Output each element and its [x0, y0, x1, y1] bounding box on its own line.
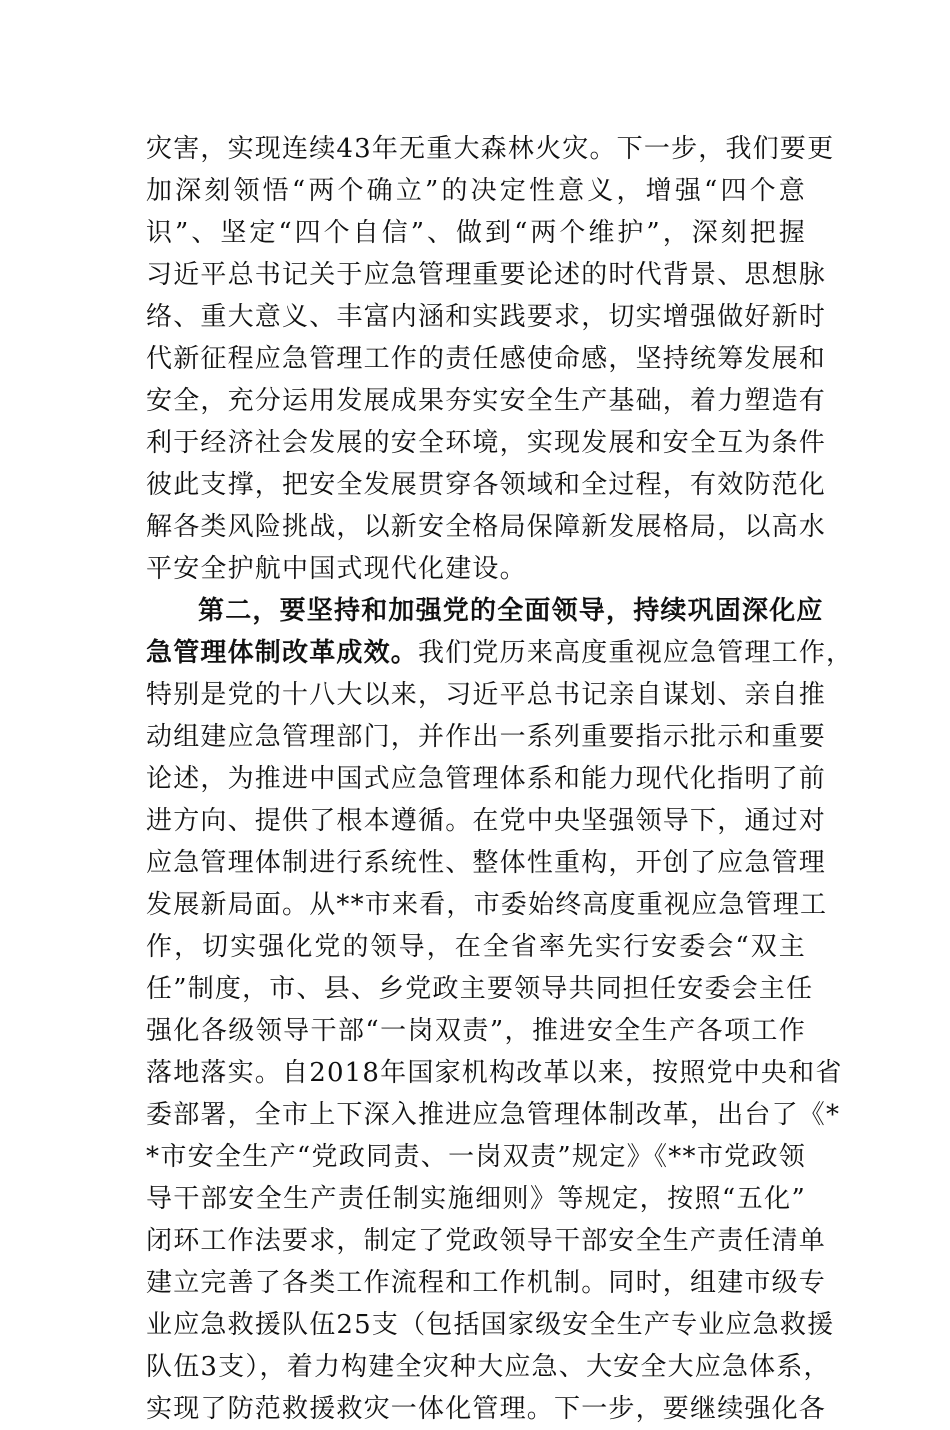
paragraph-line: 应急管理体制进行系统性、整体性重构，开创了应急管理 — [146, 848, 827, 878]
paragraph-2 — [146, 590, 854, 1430]
paragraph-line: 建立完善了各类工作流程和工作机制。同时，组建市级专 — [146, 1268, 827, 1298]
paragraph-line: 作，切实强化党的领导，在全省率先实行安委会“双主 — [146, 932, 806, 962]
paragraph-line: 发展新局面。从**市来看，市委始终高度重视应急管理工 — [146, 890, 828, 920]
paragraph-line: 任”制度，市、县、乡党政主要领导共同担任安委会主任 — [146, 974, 814, 1004]
paragraph-line: 习近平总书记关于应急管理重要论述的时代背景、思想脉 — [146, 260, 827, 290]
paragraph-line: 队伍3支），着力构建全灾种大应急、大安全大应急体系， — [146, 1352, 831, 1382]
paragraph-line: 彼此支撑，把安全发展贯穿各领域和全过程，有效防范化 — [146, 470, 827, 500]
paragraph-line: 进方向、提供了根本遵循。在党中央坚强领导下，通过对 — [146, 806, 827, 836]
paragraph-line: 论述，为推进中国式应急管理体系和能力现代化指明了前 — [146, 764, 827, 794]
section-heading-continuation — [146, 632, 854, 674]
paragraph-line: 导干部安全生产责任制实施细则》等规定，按照“五化” — [146, 1184, 806, 1214]
paragraph-line: 解各类风险挑战，以新安全格局保障新发展格局，以高水 — [146, 512, 827, 542]
paragraph-line: 安全，充分运用发展成果夯实安全生产基础，着力塑造有 — [146, 386, 827, 416]
paragraph-1 — [146, 128, 835, 590]
paragraph-line: 平安全护航中国式现代化建设。 — [146, 554, 527, 584]
paragraph-line: 实现了防范救援救灾一体化管理。下一步，要继续强化各 — [146, 1394, 827, 1424]
section-heading-line: 第二，要坚持和加强党的全面领导，持续巩固深化应 — [198, 596, 824, 626]
section-heading-end: 急管理体制改革成效。 — [146, 638, 419, 668]
paragraph-line: 加深刻领悟“两个确立”的决定性意义，增强“四个意 — [146, 176, 806, 206]
paragraph-line: 动组建应急管理部门，并作出一系列重要指示批示和重要 — [146, 722, 827, 752]
paragraph-line: 落地落实。自2018年国家机构改革以来，按照党中央和省 — [146, 1058, 843, 1088]
paragraph-line: 业应急救援队伍25支（包括国家级安全生产专业应急救援 — [146, 1310, 835, 1340]
paragraph-line: 闭环工作法要求，制定了党政领导干部安全生产责任清单 — [146, 1226, 827, 1256]
paragraph-line: 灾害，实现连续43年无重大森林火灾。下一步，我们要更 — [146, 134, 835, 164]
paragraph-line: *市安全生产“党政同责、一岗双责”规定》《**市党政领 — [146, 1142, 806, 1172]
paragraph-line: 代新征程应急管理工作的责任感使命感，坚持统筹发展和 — [146, 344, 827, 374]
paragraph-line: 利于经济社会发展的安全环境，实现发展和安全互为条件 — [146, 428, 827, 458]
paragraph-line: 络、重大意义、丰富内涵和实践要求，切实增强做好新时 — [146, 302, 827, 332]
paragraph-line: 委部署，全市上下深入推进应急管理体制改革，出台了《* — [146, 1100, 841, 1130]
paragraph-line: 特别是党的十八大以来，习近平总书记亲自谋划、亲自推 — [146, 680, 827, 710]
paragraph-line-rest: 我们党历来高度重视应急管理工作， — [418, 638, 854, 668]
paragraph-line: 识”、坚定“四个自信”、做到“两个维护”，深刻把握 — [146, 218, 806, 248]
paragraph-line: 强化各级领导干部“一岗双责”，推进安全生产各项工作 — [146, 1016, 806, 1046]
